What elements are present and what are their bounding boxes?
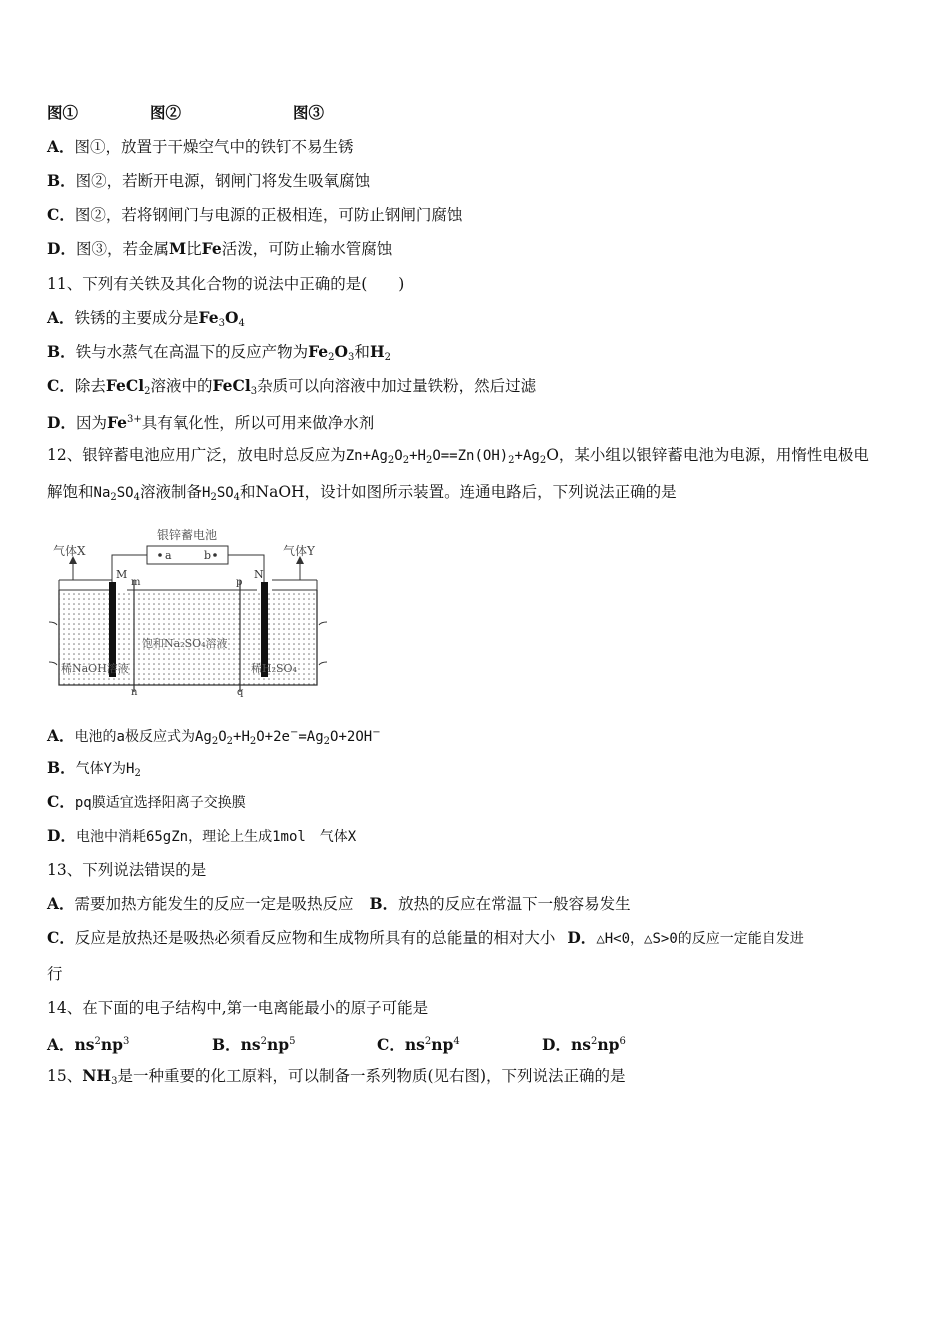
formula: Fe <box>308 342 329 361</box>
q10-option-d <box>47 239 392 259</box>
q11-option-c <box>47 376 536 402</box>
subscript: 2 <box>384 352 391 363</box>
option-letter: A． <box>47 308 75 327</box>
middle-solution-label: 饱和Na₂SO₄溶液 <box>142 637 228 650</box>
question-stem: 14、在下面的电子结构中,第一电离能最小的原子可能是 <box>47 999 429 1017</box>
q14-option-c <box>377 1032 542 1055</box>
question-stem: 和NaOH，设计如图所示装置。连通电路后，下列说法正确的是 <box>240 483 677 501</box>
formula: FeCl <box>212 376 251 395</box>
option-text: 电池的a极反应式为Ag <box>74 729 212 745</box>
option-letter: D． <box>567 928 597 947</box>
subscript: 2 <box>425 455 433 466</box>
figure-labels-row <box>47 103 324 123</box>
option-text: 气体Y为H <box>75 761 135 777</box>
superscript: 5 <box>289 1036 296 1047</box>
option-letter: A． <box>47 894 75 913</box>
q12-option-a <box>47 723 381 752</box>
option-letter: B． <box>47 758 76 777</box>
option-letter: A． <box>47 1035 75 1054</box>
orbital: np <box>431 1035 454 1054</box>
option-letter: D． <box>542 1035 571 1054</box>
terminal-a-label: a <box>165 549 172 562</box>
option-letter: B． <box>47 342 76 361</box>
option-letter: A． <box>47 726 75 745</box>
q14-options <box>47 1032 626 1055</box>
orbital: ns <box>74 1035 95 1054</box>
q11-option-a <box>47 308 245 334</box>
formula: H <box>369 342 385 361</box>
option-text: 因为 <box>75 414 107 432</box>
q12-option-c <box>47 792 246 813</box>
option-text: 反应是放热还是吸热必须看反应物和生成物所具有的总能量的相对大小 <box>74 929 556 947</box>
orbital: np <box>100 1035 124 1054</box>
q13-options-cd <box>47 928 804 949</box>
formula: SO <box>216 485 234 501</box>
subscript: 2 <box>110 492 117 503</box>
electrolysis-diagram <box>47 522 332 697</box>
option-text: 图②，若将钢闸门与电源的正极相连，可防止钢闸门腐蚀 <box>74 206 463 224</box>
orbital: ns <box>570 1035 591 1054</box>
option-text: M <box>168 239 187 258</box>
equation: O <box>394 448 403 464</box>
subscript: 2 <box>249 736 257 747</box>
option-text: 比 <box>186 240 202 258</box>
q10-option-a <box>47 137 354 157</box>
figure-label-1: 图① <box>47 103 79 122</box>
figure-label-3: 图③ <box>293 103 325 122</box>
q12-option-b <box>47 758 141 784</box>
subscript: 2 <box>144 386 151 397</box>
option-text: 和 <box>354 343 370 361</box>
subscript: 2 <box>323 736 331 747</box>
subscript: 3 <box>218 318 225 329</box>
subscript: 2 <box>211 736 219 747</box>
battery-label: 银锌蓄电池 <box>156 528 218 542</box>
subscript: 4 <box>233 492 241 503</box>
electrode-m-label: M <box>116 568 128 581</box>
q13-stem <box>47 860 206 880</box>
q11-option-b <box>47 342 391 368</box>
option-text: 行 <box>47 965 63 983</box>
option-letter: D． <box>47 826 76 845</box>
formula: Na <box>93 485 111 501</box>
option-text: O <box>218 729 227 745</box>
subscript: 3 <box>250 386 258 397</box>
right-solution-label: 稀H₂SO₄ <box>251 662 297 675</box>
q12-stem-line2 <box>47 482 677 508</box>
question-stem: 溶液制备 <box>139 483 202 501</box>
subscript: 2 <box>387 455 395 466</box>
subscript: 2 <box>328 352 335 363</box>
subscript: 2 <box>539 455 547 466</box>
option-text: 铁锈的主要成分是 <box>74 309 199 327</box>
formula: O <box>224 308 239 327</box>
subscript: 3 <box>111 1076 118 1087</box>
q15-stem <box>47 1066 626 1092</box>
equation: Zn+Ag <box>345 448 388 464</box>
membrane-p-label: p <box>236 577 243 588</box>
electrode-n-label: N <box>254 568 264 581</box>
option-letter: C． <box>377 1035 405 1054</box>
orbital: np <box>266 1035 290 1054</box>
option-letter: C． <box>47 376 75 395</box>
q14-option-b <box>212 1032 377 1055</box>
option-letter: B． <box>369 894 399 913</box>
superscript: 2 <box>424 1036 432 1047</box>
option-text: 图③，若金属 <box>75 240 169 258</box>
formula: H <box>202 485 211 501</box>
superscript: 4 <box>453 1036 460 1047</box>
q10-option-c <box>47 205 462 225</box>
option-text: 杂质可以向溶液中加过量铁粉，然后过滤 <box>257 377 537 395</box>
subscript: 2 <box>508 455 515 466</box>
terminal-b-label: b <box>204 549 212 562</box>
formula: Fe <box>106 413 127 432</box>
membrane-m-label: m <box>131 577 141 588</box>
formula: O <box>334 342 349 361</box>
subscript: 2 <box>210 492 217 503</box>
question-stem: O，某小组以银锌蓄电池为电源，用惰性电极电 <box>546 446 869 464</box>
option-text: Fe <box>201 239 222 258</box>
option-letter: C． <box>47 928 75 947</box>
left-solution-label: 稀NaOH溶液 <box>61 662 129 675</box>
option-letter: B． <box>212 1035 241 1054</box>
option-text: 图①，放置于干燥空气中的铁钉不易生锈 <box>74 138 354 156</box>
equation: +H <box>409 448 426 464</box>
option-letter: D． <box>47 413 76 432</box>
orbital: ns <box>240 1035 261 1054</box>
q14-stem <box>47 998 428 1018</box>
q10-option-b <box>47 171 370 191</box>
formula: FeCl <box>105 376 145 395</box>
membrane-q-label: q <box>237 687 244 697</box>
option-text: =Ag <box>298 729 324 745</box>
formula: NH <box>82 1066 112 1085</box>
superscript: 3+ <box>127 414 142 425</box>
question-stem: 13、下列说法错误的是 <box>47 861 207 879</box>
superscript: − <box>372 727 381 738</box>
q11-option-d <box>47 410 374 433</box>
q12-option-d <box>47 826 356 847</box>
superscript: 2 <box>260 1036 267 1047</box>
question-stem: 15、 <box>47 1067 83 1085</box>
subscript: 4 <box>133 492 140 503</box>
membrane-n-label: n <box>131 687 138 697</box>
option-text: 电池中消耗65gZn，理论上生成1mol 气体X <box>75 829 357 845</box>
question-stem: 12、银锌蓄电池应用广泛，放电时总反应为 <box>47 446 346 464</box>
superscript: − <box>289 727 299 738</box>
option-text: 放热的反应在常温下一般容易发生 <box>398 895 631 913</box>
option-letter: C． <box>47 792 75 811</box>
equation: O==Zn(OH) <box>432 448 509 464</box>
superscript: 6 <box>619 1036 626 1047</box>
subscript: 2 <box>226 736 234 747</box>
subscript: 3 <box>348 352 355 363</box>
question-stem: 11、下列有关铁及其化合物的说法中正确的是( ) <box>47 275 405 293</box>
q13-options-ab <box>47 894 631 914</box>
figure-label-2: 图② <box>150 103 182 122</box>
q11-stem <box>47 274 404 294</box>
question-stem: 是一种重要的化工原料，可以制备一系列物质(见右图)，下列说法正确的是 <box>117 1067 626 1085</box>
q13-option-d-cont <box>47 964 63 984</box>
option-text: 溶液中的 <box>150 377 213 395</box>
option-text: pq膜适宜选择阳离子交换膜 <box>74 795 246 811</box>
gas-y-label: 气体Y <box>283 544 315 558</box>
option-text: O+2OH <box>330 729 373 745</box>
option-text: △H<0，△S>0的反应一定能自发进 <box>596 931 804 947</box>
option-text: 需要加热方能发生的反应一定是吸热反应 <box>74 895 354 913</box>
orbital: np <box>597 1035 620 1054</box>
q12-stem-line1 <box>47 445 869 471</box>
superscript: 3 <box>123 1036 130 1047</box>
option-text: 除去 <box>74 377 106 395</box>
formula: SO <box>116 485 134 501</box>
option-text: 铁与水蒸气在高温下的反应产物为 <box>75 343 309 361</box>
superscript: 2 <box>590 1036 598 1047</box>
question-stem: 解饱和 <box>47 483 94 501</box>
q14-option-a <box>47 1032 212 1055</box>
option-text: 具有氧化性，所以可用来做净水剂 <box>141 414 375 432</box>
option-letter: A． <box>47 137 75 156</box>
formula: Fe <box>198 308 219 327</box>
subscript: 4 <box>238 318 245 329</box>
option-text: +H <box>233 729 250 745</box>
gas-x-label: 气体X <box>53 544 86 558</box>
option-text: 活泼，可防止输水管腐蚀 <box>221 240 393 258</box>
q14-option-d <box>542 1032 626 1055</box>
option-letter: C． <box>47 205 75 224</box>
subscript: 2 <box>134 768 141 779</box>
option-text: 图②，若断开电源，钢闸门将发生吸氧腐蚀 <box>75 172 371 190</box>
option-letter: D． <box>47 239 76 258</box>
option-text: O+2e <box>256 729 290 745</box>
equation: +Ag <box>514 448 540 464</box>
option-letter: B． <box>47 171 76 190</box>
orbital: ns <box>404 1035 425 1054</box>
subscript: 2 <box>402 455 410 466</box>
superscript: 2 <box>94 1036 101 1047</box>
